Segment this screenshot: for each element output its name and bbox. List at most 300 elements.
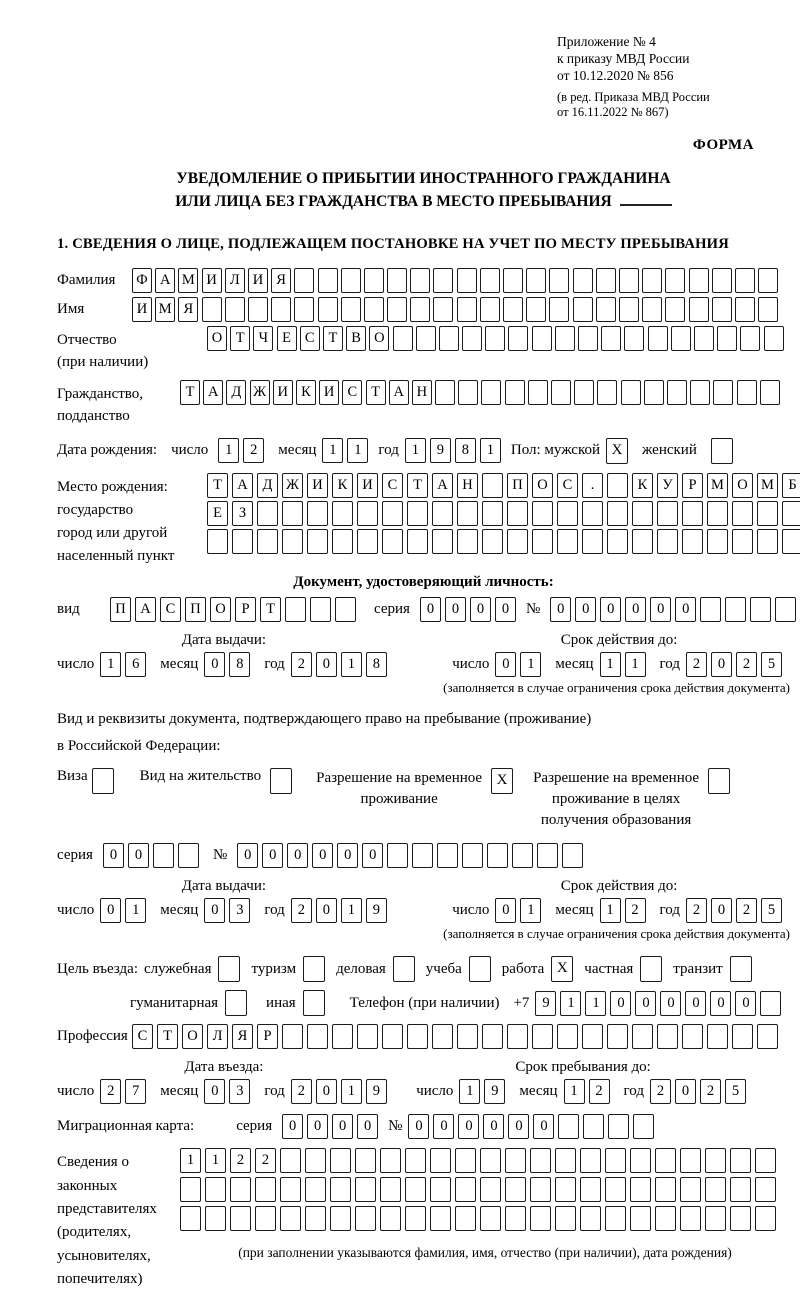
sex-female-checkbox[interactable]	[711, 438, 733, 464]
char-box[interactable]	[282, 1024, 303, 1049]
char-box[interactable]: 0	[316, 652, 337, 677]
char-box[interactable]: С	[300, 326, 320, 351]
char-box[interactable]: 0	[332, 1114, 353, 1139]
char-box[interactable]: К	[332, 473, 353, 498]
char-box[interactable]	[557, 501, 578, 526]
char-box[interactable]	[644, 380, 664, 405]
char-box[interactable]	[230, 1206, 251, 1231]
char-box[interactable]	[318, 297, 338, 322]
char-box[interactable]	[530, 1206, 551, 1231]
char-box[interactable]: 7	[125, 1079, 146, 1104]
char-box[interactable]: Я	[232, 1024, 253, 1049]
char-box[interactable]	[307, 1024, 328, 1049]
char-box[interactable]	[712, 268, 732, 293]
char-box[interactable]: К	[296, 380, 316, 405]
char-box[interactable]: О	[369, 326, 389, 351]
char-box[interactable]: 0	[470, 597, 491, 622]
char-box[interactable]	[332, 1024, 353, 1049]
char-box[interactable]	[462, 326, 482, 351]
char-box[interactable]	[732, 501, 753, 526]
char-box[interactable]	[355, 1177, 376, 1202]
char-box[interactable]	[526, 297, 546, 322]
char-box[interactable]: 3	[229, 898, 250, 923]
char-box[interactable]: С	[557, 473, 578, 498]
char-box[interactable]: 5	[761, 898, 782, 923]
char-box[interactable]: 0	[307, 1114, 328, 1139]
char-box[interactable]: Н	[457, 473, 478, 498]
char-box[interactable]	[558, 1114, 579, 1139]
char-box[interactable]: Е	[277, 326, 297, 351]
char-box[interactable]: 0	[204, 652, 225, 677]
char-box[interactable]: П	[185, 597, 206, 622]
char-box[interactable]: 0	[316, 1079, 337, 1104]
char-box[interactable]: 2	[243, 438, 264, 463]
char-box[interactable]	[380, 1148, 401, 1173]
char-box[interactable]	[732, 529, 753, 554]
char-box[interactable]: 8	[229, 652, 250, 677]
char-box[interactable]	[482, 529, 503, 554]
char-box[interactable]	[480, 1177, 501, 1202]
char-box[interactable]	[341, 297, 361, 322]
char-box[interactable]: Б	[782, 473, 800, 498]
char-box[interactable]: Ф	[132, 268, 152, 293]
char-box[interactable]	[633, 1114, 654, 1139]
char-box[interactable]: 1	[600, 652, 621, 677]
char-box[interactable]: 1	[322, 438, 343, 463]
char-box[interactable]	[630, 1177, 651, 1202]
char-box[interactable]	[757, 529, 778, 554]
char-box[interactable]	[682, 529, 703, 554]
char-box[interactable]	[387, 843, 408, 868]
char-box[interactable]: 0	[495, 652, 516, 677]
char-box[interactable]	[758, 297, 778, 322]
char-box[interactable]: 0	[550, 597, 571, 622]
char-box[interactable]	[755, 1177, 776, 1202]
char-box[interactable]: А	[135, 597, 156, 622]
char-box[interactable]: 1	[341, 898, 362, 923]
char-box[interactable]	[737, 380, 757, 405]
char-box[interactable]: С	[160, 597, 181, 622]
char-box[interactable]	[700, 597, 721, 622]
char-box[interactable]	[532, 326, 552, 351]
char-box[interactable]	[707, 501, 728, 526]
char-box[interactable]	[601, 326, 621, 351]
char-box[interactable]	[682, 501, 703, 526]
edu-residence-checkbox[interactable]	[708, 768, 730, 794]
char-box[interactable]	[705, 1206, 726, 1231]
char-box[interactable]	[682, 1024, 703, 1049]
char-box[interactable]	[462, 843, 483, 868]
char-box[interactable]: 0	[433, 1114, 454, 1139]
char-box[interactable]: 0	[312, 843, 333, 868]
char-box[interactable]: 1	[341, 1079, 362, 1104]
char-box[interactable]	[532, 1024, 553, 1049]
char-box[interactable]: 1	[347, 438, 368, 463]
char-box[interactable]	[430, 1206, 451, 1231]
char-box[interactable]	[480, 297, 500, 322]
purpose-ucheba-checkbox[interactable]	[469, 956, 491, 982]
char-box[interactable]	[630, 1148, 651, 1173]
char-box[interactable]: 1	[341, 652, 362, 677]
char-box[interactable]: М	[178, 268, 198, 293]
char-box[interactable]	[607, 473, 628, 498]
char-box[interactable]	[555, 1206, 576, 1231]
char-box[interactable]: 2	[736, 898, 757, 923]
char-box[interactable]	[480, 1148, 501, 1173]
char-box[interactable]: 2	[291, 652, 312, 677]
char-box[interactable]	[526, 268, 546, 293]
char-box[interactable]: 3	[229, 1079, 250, 1104]
char-box[interactable]	[393, 326, 413, 351]
char-box[interactable]	[530, 1148, 551, 1173]
char-box[interactable]	[758, 268, 778, 293]
char-box[interactable]	[680, 1206, 701, 1231]
char-box[interactable]	[607, 501, 628, 526]
char-box[interactable]: 1	[560, 991, 581, 1016]
char-box[interactable]	[455, 1177, 476, 1202]
char-box[interactable]	[555, 326, 575, 351]
char-box[interactable]: 2	[736, 652, 757, 677]
char-box[interactable]: 2	[686, 898, 707, 923]
char-box[interactable]: А	[232, 473, 253, 498]
char-box[interactable]	[355, 1206, 376, 1231]
char-box[interactable]	[457, 268, 477, 293]
char-box[interactable]: 0	[685, 991, 706, 1016]
char-box[interactable]	[596, 268, 616, 293]
char-box[interactable]: 0	[237, 843, 258, 868]
char-box[interactable]: 0	[735, 991, 756, 1016]
char-box[interactable]: 0	[675, 1079, 696, 1104]
char-box[interactable]: А	[389, 380, 409, 405]
char-box[interactable]	[457, 1024, 478, 1049]
char-box[interactable]	[330, 1148, 351, 1173]
char-box[interactable]: 9	[430, 438, 451, 463]
char-box[interactable]	[730, 1206, 751, 1231]
char-box[interactable]	[755, 1148, 776, 1173]
char-box[interactable]	[457, 501, 478, 526]
char-box[interactable]	[357, 529, 378, 554]
char-box[interactable]	[405, 1177, 426, 1202]
char-box[interactable]	[332, 529, 353, 554]
residence-permit-checkbox[interactable]	[270, 768, 292, 794]
char-box[interactable]	[578, 326, 598, 351]
char-box[interactable]: П	[110, 597, 131, 622]
char-box[interactable]: Т	[207, 473, 228, 498]
char-box[interactable]	[482, 1024, 503, 1049]
char-box[interactable]: С	[132, 1024, 153, 1049]
purpose-tranzit-checkbox[interactable]	[730, 956, 752, 982]
char-box[interactable]	[503, 268, 523, 293]
char-box[interactable]: 2	[625, 898, 646, 923]
char-box[interactable]	[153, 843, 174, 868]
char-box[interactable]	[382, 501, 403, 526]
char-box[interactable]	[294, 297, 314, 322]
char-box[interactable]	[405, 1206, 426, 1231]
char-box[interactable]	[557, 1024, 578, 1049]
char-box[interactable]: А	[203, 380, 223, 405]
char-box[interactable]	[480, 1206, 501, 1231]
char-box[interactable]	[735, 268, 755, 293]
char-box[interactable]: 0	[362, 843, 383, 868]
char-box[interactable]: 2	[686, 652, 707, 677]
char-box[interactable]	[657, 501, 678, 526]
char-box[interactable]	[430, 1148, 451, 1173]
purpose-sluzhebnaya-checkbox[interactable]	[218, 956, 240, 982]
char-box[interactable]: О	[532, 473, 553, 498]
char-box[interactable]	[205, 1206, 226, 1231]
char-box[interactable]	[202, 297, 222, 322]
char-box[interactable]: Р	[235, 597, 256, 622]
char-box[interactable]	[257, 529, 278, 554]
char-box[interactable]	[507, 529, 528, 554]
char-box[interactable]	[582, 529, 603, 554]
char-box[interactable]: Т	[407, 473, 428, 498]
char-box[interactable]: В	[346, 326, 366, 351]
char-box[interactable]	[642, 268, 662, 293]
char-box[interactable]	[508, 326, 528, 351]
char-box[interactable]	[632, 1024, 653, 1049]
char-box[interactable]	[757, 501, 778, 526]
char-box[interactable]	[725, 597, 746, 622]
char-box[interactable]	[740, 326, 760, 351]
char-box[interactable]	[305, 1206, 326, 1231]
char-box[interactable]: .	[582, 473, 603, 498]
char-box[interactable]	[405, 1148, 426, 1173]
char-box[interactable]	[582, 1024, 603, 1049]
char-box[interactable]: 0	[316, 898, 337, 923]
char-box[interactable]: 6	[125, 652, 146, 677]
char-box[interactable]	[430, 1177, 451, 1202]
char-box[interactable]	[655, 1206, 676, 1231]
char-box[interactable]: 1	[205, 1148, 226, 1173]
char-box[interactable]: О	[210, 597, 231, 622]
char-box[interactable]: С	[342, 380, 362, 405]
char-box[interactable]	[280, 1177, 301, 1202]
char-box[interactable]	[648, 326, 668, 351]
char-box[interactable]	[257, 501, 278, 526]
char-box[interactable]: 2	[291, 898, 312, 923]
char-box[interactable]	[707, 529, 728, 554]
char-box[interactable]	[557, 529, 578, 554]
char-box[interactable]: О	[207, 326, 227, 351]
char-box[interactable]	[357, 501, 378, 526]
char-box[interactable]	[364, 268, 384, 293]
char-box[interactable]: 0	[711, 898, 732, 923]
char-box[interactable]	[730, 1148, 751, 1173]
char-box[interactable]	[555, 1177, 576, 1202]
char-box[interactable]	[730, 1177, 751, 1202]
char-box[interactable]: 0	[445, 597, 466, 622]
char-box[interactable]	[432, 529, 453, 554]
char-box[interactable]	[205, 1177, 226, 1202]
char-box[interactable]	[705, 1148, 726, 1173]
char-box[interactable]	[760, 991, 781, 1016]
char-box[interactable]	[507, 501, 528, 526]
char-box[interactable]	[310, 597, 331, 622]
purpose-rabota-checkbox[interactable]: X	[551, 956, 573, 982]
char-box[interactable]: 0	[483, 1114, 504, 1139]
char-box[interactable]: 2	[589, 1079, 610, 1104]
char-box[interactable]	[455, 1206, 476, 1231]
char-box[interactable]	[735, 297, 755, 322]
char-box[interactable]: 0	[420, 597, 441, 622]
char-box[interactable]	[689, 268, 709, 293]
char-box[interactable]: 2	[100, 1079, 121, 1104]
char-box[interactable]: 9	[535, 991, 556, 1016]
char-box[interactable]	[619, 297, 639, 322]
char-box[interactable]	[380, 1206, 401, 1231]
char-box[interactable]	[624, 326, 644, 351]
char-box[interactable]	[573, 268, 593, 293]
char-box[interactable]: Т	[180, 380, 200, 405]
char-box[interactable]: 0	[675, 597, 696, 622]
char-box[interactable]: 0	[282, 1114, 303, 1139]
char-box[interactable]	[387, 297, 407, 322]
char-box[interactable]: 1	[218, 438, 239, 463]
char-box[interactable]	[482, 473, 503, 498]
char-box[interactable]	[782, 501, 800, 526]
char-box[interactable]: 0	[710, 991, 731, 1016]
char-box[interactable]: 1	[520, 898, 541, 923]
char-box[interactable]: 1	[585, 991, 606, 1016]
char-box[interactable]	[549, 268, 569, 293]
char-box[interactable]: Д	[226, 380, 246, 405]
char-box[interactable]: И	[132, 297, 152, 322]
char-box[interactable]	[307, 501, 328, 526]
char-box[interactable]	[505, 1177, 526, 1202]
char-box[interactable]	[605, 1148, 626, 1173]
char-box[interactable]: Ч	[253, 326, 273, 351]
char-box[interactable]	[694, 326, 714, 351]
char-box[interactable]	[387, 268, 407, 293]
char-box[interactable]	[457, 529, 478, 554]
char-box[interactable]: 0	[287, 843, 308, 868]
char-box[interactable]	[549, 297, 569, 322]
char-box[interactable]: Т	[323, 326, 343, 351]
char-box[interactable]: 0	[103, 843, 124, 868]
char-box[interactable]	[782, 529, 800, 554]
char-box[interactable]: 0	[262, 843, 283, 868]
char-box[interactable]	[755, 1206, 776, 1231]
char-box[interactable]: И	[307, 473, 328, 498]
char-box[interactable]	[505, 1206, 526, 1231]
char-box[interactable]	[433, 297, 453, 322]
char-box[interactable]	[280, 1148, 301, 1173]
char-box[interactable]	[705, 1177, 726, 1202]
char-box[interactable]: 0	[635, 991, 656, 1016]
char-box[interactable]: 2	[291, 1079, 312, 1104]
char-box[interactable]: 5	[761, 652, 782, 677]
char-box[interactable]	[551, 380, 571, 405]
char-box[interactable]	[665, 297, 685, 322]
char-box[interactable]	[439, 326, 459, 351]
char-box[interactable]	[690, 380, 710, 405]
char-box[interactable]	[574, 380, 594, 405]
char-box[interactable]	[407, 1024, 428, 1049]
char-box[interactable]	[712, 297, 732, 322]
char-box[interactable]	[632, 529, 653, 554]
char-box[interactable]	[305, 1177, 326, 1202]
char-box[interactable]	[435, 380, 455, 405]
char-box[interactable]	[680, 1148, 701, 1173]
char-box[interactable]	[341, 268, 361, 293]
char-box[interactable]	[307, 529, 328, 554]
char-box[interactable]	[607, 529, 628, 554]
char-box[interactable]	[667, 380, 687, 405]
char-box[interactable]	[207, 529, 228, 554]
char-box[interactable]	[596, 297, 616, 322]
char-box[interactable]: 1	[564, 1079, 585, 1104]
char-box[interactable]	[671, 326, 691, 351]
char-box[interactable]	[528, 380, 548, 405]
char-box[interactable]: Т	[366, 380, 386, 405]
char-box[interactable]	[457, 297, 477, 322]
char-box[interactable]: Ж	[250, 380, 270, 405]
char-box[interactable]: 8	[455, 438, 476, 463]
sex-male-checkbox[interactable]: X	[606, 438, 628, 464]
char-box[interactable]	[621, 380, 641, 405]
char-box[interactable]	[580, 1177, 601, 1202]
char-box[interactable]: 0	[458, 1114, 479, 1139]
char-box[interactable]	[412, 843, 433, 868]
char-box[interactable]: И	[357, 473, 378, 498]
char-box[interactable]: Я	[271, 268, 291, 293]
purpose-chastnaya-checkbox[interactable]	[640, 956, 662, 982]
char-box[interactable]: 9	[366, 1079, 387, 1104]
char-box[interactable]: 0	[610, 991, 631, 1016]
char-box[interactable]	[285, 597, 306, 622]
char-box[interactable]	[225, 297, 245, 322]
char-box[interactable]	[619, 268, 639, 293]
char-box[interactable]	[487, 843, 508, 868]
char-box[interactable]: С	[382, 473, 403, 498]
char-box[interactable]	[416, 326, 436, 351]
char-box[interactable]	[318, 268, 338, 293]
char-box[interactable]: 0	[204, 898, 225, 923]
char-box[interactable]: 0	[495, 597, 516, 622]
char-box[interactable]: 2	[650, 1079, 671, 1104]
char-box[interactable]	[597, 380, 617, 405]
char-box[interactable]: З	[232, 501, 253, 526]
char-box[interactable]: И	[202, 268, 222, 293]
char-box[interactable]	[732, 1024, 753, 1049]
char-box[interactable]	[665, 268, 685, 293]
char-box[interactable]: И	[319, 380, 339, 405]
char-box[interactable]	[232, 529, 253, 554]
char-box[interactable]	[294, 268, 314, 293]
char-box[interactable]	[432, 1024, 453, 1049]
char-box[interactable]	[707, 1024, 728, 1049]
char-box[interactable]: 8	[366, 652, 387, 677]
char-box[interactable]	[530, 1177, 551, 1202]
char-box[interactable]	[482, 501, 503, 526]
char-box[interactable]	[607, 1024, 628, 1049]
char-box[interactable]	[580, 1206, 601, 1231]
char-box[interactable]: Т	[230, 326, 250, 351]
char-box[interactable]	[689, 297, 709, 322]
char-box[interactable]	[455, 1148, 476, 1173]
char-box[interactable]	[630, 1206, 651, 1231]
char-box[interactable]: М	[155, 297, 175, 322]
char-box[interactable]	[555, 1148, 576, 1173]
char-box[interactable]: 2	[255, 1148, 276, 1173]
char-box[interactable]	[750, 597, 771, 622]
purpose-inaya-checkbox[interactable]	[303, 990, 325, 1016]
char-box[interactable]: 0	[650, 597, 671, 622]
char-box[interactable]	[655, 1177, 676, 1202]
char-box[interactable]	[505, 380, 525, 405]
char-box[interactable]	[655, 1148, 676, 1173]
